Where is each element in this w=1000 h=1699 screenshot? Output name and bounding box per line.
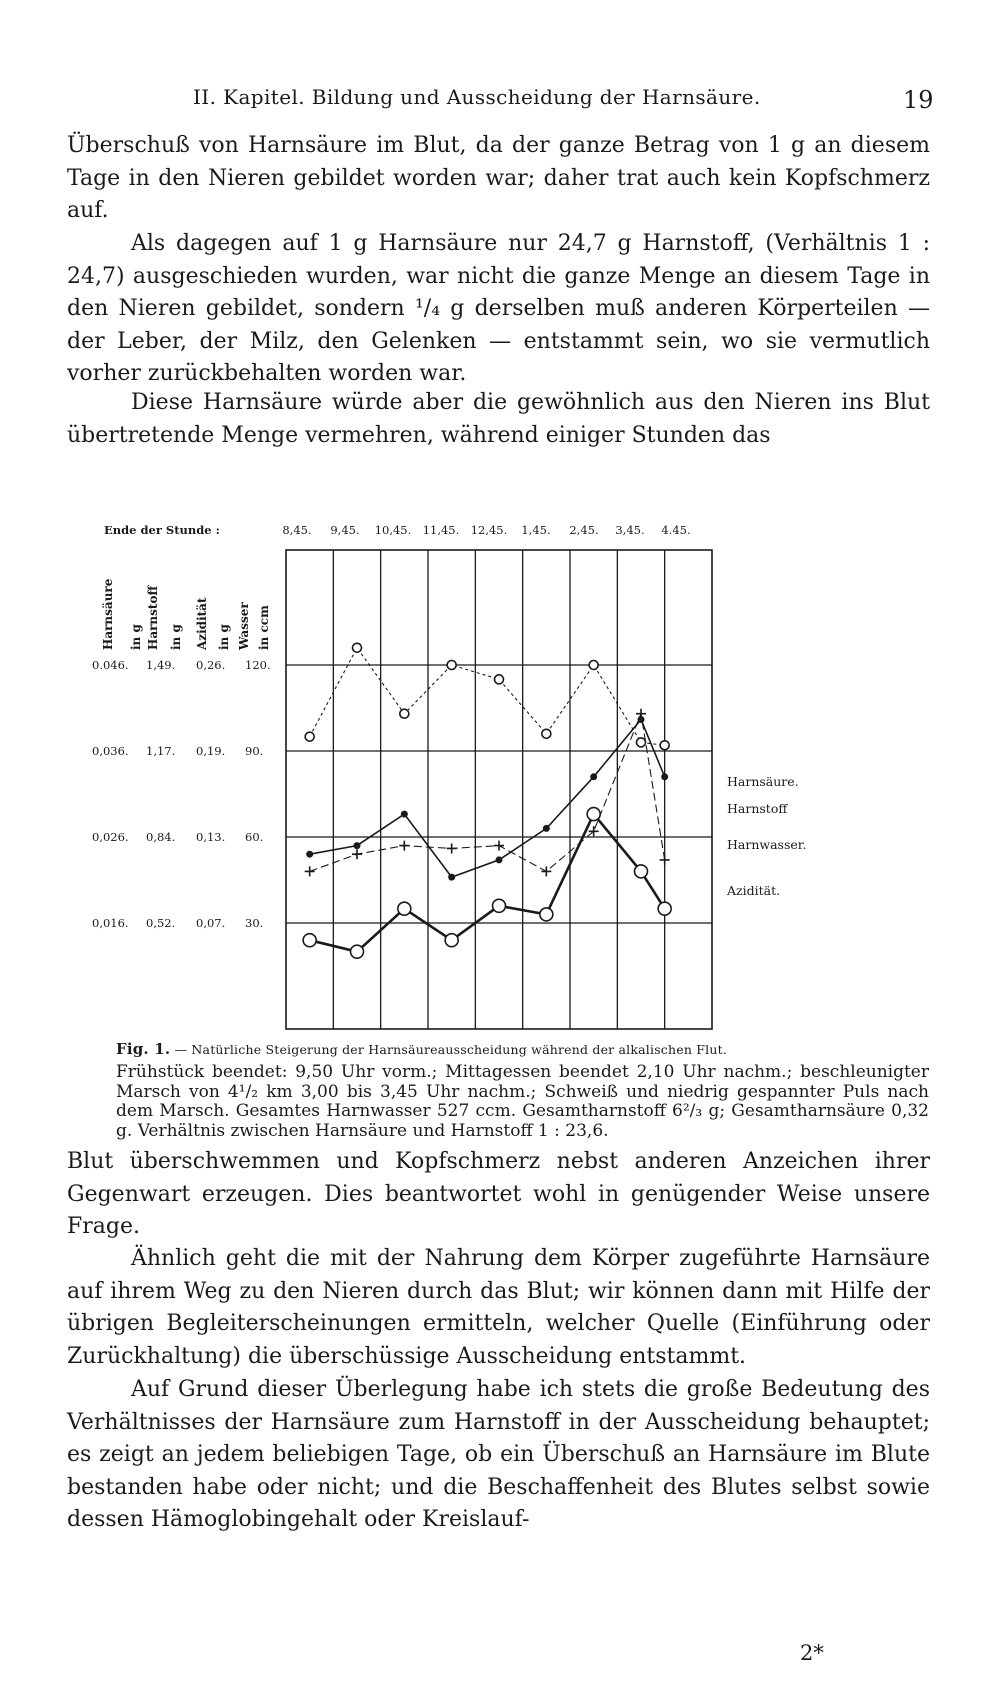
data-point xyxy=(635,865,648,878)
figure-caption-text: — Natürliche Steigerung der Harnsäureausscheidung während der alkalischen Flut. xyxy=(174,1042,727,1057)
data-point xyxy=(637,738,646,747)
data-point xyxy=(638,716,645,723)
data-point xyxy=(352,849,362,859)
data-point xyxy=(660,741,669,750)
x-axis-header: Ende der Stunde : xyxy=(104,523,220,537)
data-point xyxy=(401,811,408,818)
figure-caption xyxy=(116,1040,727,1058)
data-point xyxy=(447,843,457,853)
y-tick-label: 0,07. xyxy=(196,916,226,930)
legend-label: Harnsäure. xyxy=(727,774,799,789)
data-point xyxy=(353,643,362,652)
y-tick-label: 0,19. xyxy=(196,744,226,758)
y-tick-label: 120. xyxy=(245,658,271,672)
y-axis-column-header xyxy=(146,585,183,650)
legend-label: Azidität. xyxy=(727,883,781,898)
x-tick-label: 1,45. xyxy=(521,523,551,537)
legend-label: Harnwasser. xyxy=(727,837,807,852)
signature-mark: 2* xyxy=(800,1641,824,1665)
data-point xyxy=(589,661,598,670)
y-tick-label: 0,13. xyxy=(196,830,226,844)
data-point xyxy=(543,825,550,832)
data-point xyxy=(590,773,597,780)
data-point xyxy=(306,851,313,858)
x-tick-label: 10,45. xyxy=(374,523,412,537)
data-point xyxy=(305,732,314,741)
y-axis-column-header xyxy=(237,602,271,651)
y-tick-label: 0,52. xyxy=(146,916,176,930)
data-point xyxy=(445,934,458,947)
data-point xyxy=(495,675,504,684)
y-tick-label: 30. xyxy=(245,916,264,930)
chart-series xyxy=(303,643,671,958)
running-head: II. Kapitel. Bildung und Ausscheidung der Harnsäure. xyxy=(193,85,761,109)
data-point xyxy=(589,826,599,836)
series-azidität xyxy=(303,808,671,959)
paragraph: Blut überschwemmen und Kopfschmerz nebst anderen Anzeichen ihrer Gegenwart erzeugen. Dies beantwortet wohl in genügender Weise unsere Frage. xyxy=(67,1149,930,1239)
data-point xyxy=(494,841,504,851)
paragraph: Ähnlich geht die mit der Nahrung dem Körper zugeführte Harnsäure auf ihrem Weg zu den Nieren durch das Blut; wir können dann mit Hilfe der übrigen Begleiterscheinungen ermitteln, welcher Quelle (Einführung oder Zurückhaltung) die überschüssige Ausscheidung entstammt. xyxy=(67,1246,930,1369)
y-axis-column-header xyxy=(195,597,231,651)
y-header-line: in g xyxy=(129,624,143,650)
x-tick-label: 2,45. xyxy=(569,523,599,537)
data-point xyxy=(354,842,361,849)
data-point xyxy=(400,709,409,718)
y-tick-label: 0,26. xyxy=(196,658,226,672)
data-point xyxy=(660,855,670,865)
data-point xyxy=(658,902,671,915)
y-tick-label: 90. xyxy=(245,744,264,758)
data-point xyxy=(541,866,551,876)
y-tick-label: 60. xyxy=(245,830,264,844)
y-header-line: in g xyxy=(169,624,183,650)
series-line xyxy=(310,814,665,952)
paragraph: Als dagegen auf 1 g Harnsäure nur 24,7 g Harnstoff, (Verhältnis 1 : 24,7) ausgeschieden wurden, war nicht die ganze Menge an diesem Tage in den Nieren gebildet, sondern ¹/₄ g derselben muß anderen Körperteilen — der Leber, der Milz, den Gelenken — entstammt sein, wo sie vermutlich vorher zurückbehalten worden war. xyxy=(67,231,930,386)
y-tick-label: 0.046. xyxy=(92,658,129,672)
x-tick-label: 12,45. xyxy=(470,523,508,537)
series-line xyxy=(310,719,665,877)
figure-note: Frühstück beendet: 9,50 Uhr vorm.; Mittagessen beendet 2,10 Uhr nachm.; beschleunigter Marsch von 4¹/₂ km 3,00 bis 3,45 Uhr nachm.; Schweiß und niedrig gespannter Puls nach dem Marsch. Gesamtes Harnwasser 527 ccm. Gesamtharnstoff 6²/₃ g; Gesamtharnsäure 0,32 g. Verhältnis zwischen Harnsäure und Harnstoff 1 : 23,6. xyxy=(116,1062,929,1141)
y-axis-column-header xyxy=(101,578,143,650)
data-point xyxy=(448,874,455,881)
paragraph: Auf Grund dieser Überlegung habe ich stets die große Bedeutung des Verhältnisses der Harnsäure zum Harnstoff in der Ausscheidung behauptet; es zeigt an jedem beliebigen Tage, ob ein Überschuß an Harnsäure im Blute bestanden habe oder nicht; und die Beschaffenheit des Blutes selbst sowie dessen Hämoglobingehalt oder Kreislauf- xyxy=(67,1377,930,1532)
data-point xyxy=(303,934,316,947)
series-harnsäure xyxy=(305,643,669,749)
y-tick-label: 0,036. xyxy=(92,744,129,758)
x-tick-label: 11,45. xyxy=(422,523,460,537)
paragraph: Diese Harnsäure würde aber die gewöhnlich aus den Nieren ins Blut übertretende Menge vermehren, während einiger Stunden das xyxy=(67,390,930,448)
data-point xyxy=(587,808,600,821)
legend-label: Harnstoff xyxy=(727,801,788,816)
y-header-line: Azidität xyxy=(195,597,209,650)
y-header-line: Harnsäure xyxy=(101,578,115,650)
data-point xyxy=(661,773,668,780)
page-number: 19 xyxy=(903,86,934,114)
y-tick-label: 0,016. xyxy=(92,916,129,930)
y-header-line: Harnstoff xyxy=(146,585,160,650)
y-tick-label: 1,17. xyxy=(146,744,176,758)
series-harnwasser xyxy=(305,709,670,877)
y-tick-label: 1,49. xyxy=(146,658,176,672)
y-header-line: in ccm xyxy=(257,605,271,650)
paragraph: Überschuß von Harnsäure im Blut, da der ganze Betrag von 1 g an diesem Tage in den Nieren gebildet worden war; daher trat auch kein Kopfschmerz auf. xyxy=(67,133,930,223)
data-point xyxy=(540,908,553,921)
x-tick-label: 3,45. xyxy=(615,523,645,537)
data-point xyxy=(398,902,411,915)
data-point xyxy=(496,856,503,863)
y-header-line: Wasser xyxy=(237,602,251,650)
data-point xyxy=(636,709,646,719)
x-tick-label: 4.45. xyxy=(661,523,691,537)
series-harnstoff xyxy=(306,716,668,881)
y-tick-label: 0,026. xyxy=(92,830,129,844)
data-point xyxy=(542,729,551,738)
x-tick-label: 9,45. xyxy=(330,523,360,537)
chart-frame xyxy=(286,550,712,1029)
y-tick-label: 0,84. xyxy=(146,830,176,844)
series-line xyxy=(310,648,665,745)
chart-labels xyxy=(92,523,806,930)
data-point xyxy=(493,899,506,912)
y-header-line: in g xyxy=(217,624,231,650)
data-point xyxy=(399,841,409,851)
figure-label: Fig. 1. xyxy=(116,1040,171,1058)
x-tick-label: 8,45. xyxy=(282,523,312,537)
data-point xyxy=(447,661,456,670)
data-point xyxy=(305,866,315,876)
series-line xyxy=(310,714,665,872)
chart-grid xyxy=(286,550,712,1029)
data-point xyxy=(351,945,364,958)
